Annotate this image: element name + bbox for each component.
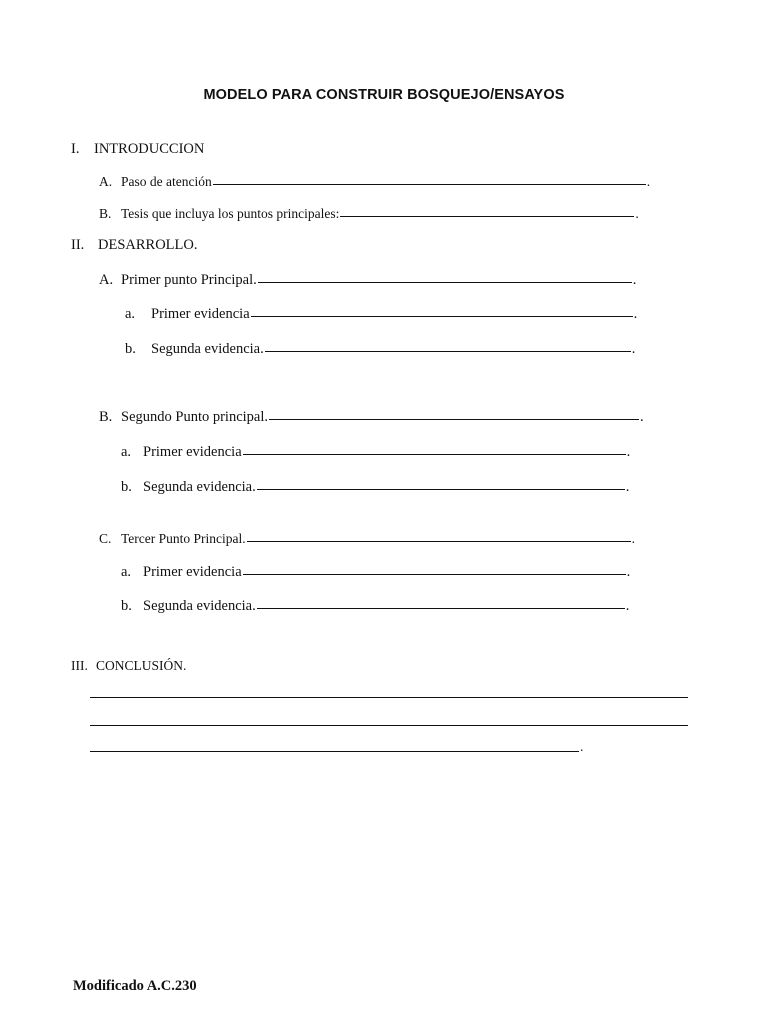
item-label: Primer punto Principal. xyxy=(121,272,257,288)
item-marker: B. xyxy=(99,409,113,425)
fill-in-blank[interactable] xyxy=(257,607,625,609)
section-heading-conclusion xyxy=(71,658,186,674)
item-marker: A. xyxy=(99,272,114,288)
intro-item-a xyxy=(99,174,650,190)
section-heading-desarrollo xyxy=(71,237,198,254)
section-marker: III. xyxy=(71,658,88,673)
sub-marker: a. xyxy=(121,564,132,580)
item-end: . xyxy=(635,206,639,221)
sub-end: . xyxy=(626,444,631,460)
sub-marker: a. xyxy=(121,444,132,460)
item-end: . xyxy=(632,272,637,288)
section-heading-text: DESARROLLO. xyxy=(98,237,198,253)
sub-end: . xyxy=(625,479,630,495)
sub-marker: a. xyxy=(125,306,136,322)
sub-marker: b. xyxy=(121,479,132,495)
sub-marker: b. xyxy=(125,341,136,357)
point-c xyxy=(99,531,635,547)
point-a xyxy=(99,272,636,289)
fill-in-blank[interactable] xyxy=(243,573,626,575)
conclusion-end-dot: . xyxy=(580,739,584,754)
point-b-sub-b xyxy=(121,479,629,496)
fill-in-blank[interactable] xyxy=(213,183,646,185)
item-label: Tesis que incluya los puntos principales: xyxy=(121,206,340,221)
page-title: MODELO PARA CONSTRUIR BOSQUEJO/ENSAYOS xyxy=(203,87,565,103)
item-marker: A. xyxy=(99,174,113,189)
sub-end: . xyxy=(626,564,631,580)
fill-in-blank[interactable] xyxy=(243,453,626,455)
sub-end: . xyxy=(631,341,636,357)
item-label: Segundo Punto principal. xyxy=(121,409,269,425)
sub-label: Segunda evidencia. xyxy=(151,341,264,357)
item-marker: C. xyxy=(99,531,112,546)
item-label: Tercer Punto Principal. xyxy=(121,531,246,546)
item-end: . xyxy=(646,174,651,189)
item-marker: B. xyxy=(99,206,112,221)
point-b xyxy=(99,409,644,426)
section-marker: II. xyxy=(71,237,85,253)
sub-label: Primer evidencia xyxy=(151,306,250,322)
point-c-sub-b xyxy=(121,598,629,615)
fill-in-blank[interactable] xyxy=(247,540,631,542)
fill-in-blank[interactable] xyxy=(258,281,632,283)
sub-end: . xyxy=(633,306,638,322)
section-heading-intro xyxy=(71,141,204,158)
sub-end: . xyxy=(625,598,630,614)
sub-marker: b. xyxy=(121,598,132,614)
sub-label: Primer evidencia xyxy=(143,564,242,580)
section-heading-text: CONCLUSIÓN. xyxy=(96,658,187,673)
point-c-sub-a xyxy=(121,564,630,581)
point-b-sub-a xyxy=(121,444,630,461)
point-a-sub-a xyxy=(125,306,637,323)
section-marker: I. xyxy=(71,141,80,157)
point-a-sub-b xyxy=(125,341,635,358)
item-end: . xyxy=(640,409,644,425)
sub-label: Segunda evidencia. xyxy=(143,479,256,495)
fill-in-blank[interactable] xyxy=(251,315,633,317)
fill-in-blank[interactable] xyxy=(265,350,631,352)
fill-in-blank[interactable] xyxy=(269,418,639,420)
footer-modified-note: Modificado A.C.230 xyxy=(73,978,197,994)
item-end: . xyxy=(631,531,636,546)
item-label: Paso de atención xyxy=(121,174,212,189)
fill-in-blank[interactable] xyxy=(257,488,625,490)
sub-label: Segunda evidencia. xyxy=(143,598,256,614)
fill-in-blank[interactable] xyxy=(340,215,634,217)
intro-item-b xyxy=(99,206,639,222)
section-heading-text: INTRODUCCION xyxy=(94,141,205,157)
conclusion-blank-line-2[interactable] xyxy=(90,725,688,726)
conclusion-blank-line-1[interactable] xyxy=(90,697,688,698)
conclusion-blank-line-3[interactable] xyxy=(90,751,579,752)
sub-label: Primer evidencia xyxy=(143,444,242,460)
conclusion-end xyxy=(579,739,583,755)
